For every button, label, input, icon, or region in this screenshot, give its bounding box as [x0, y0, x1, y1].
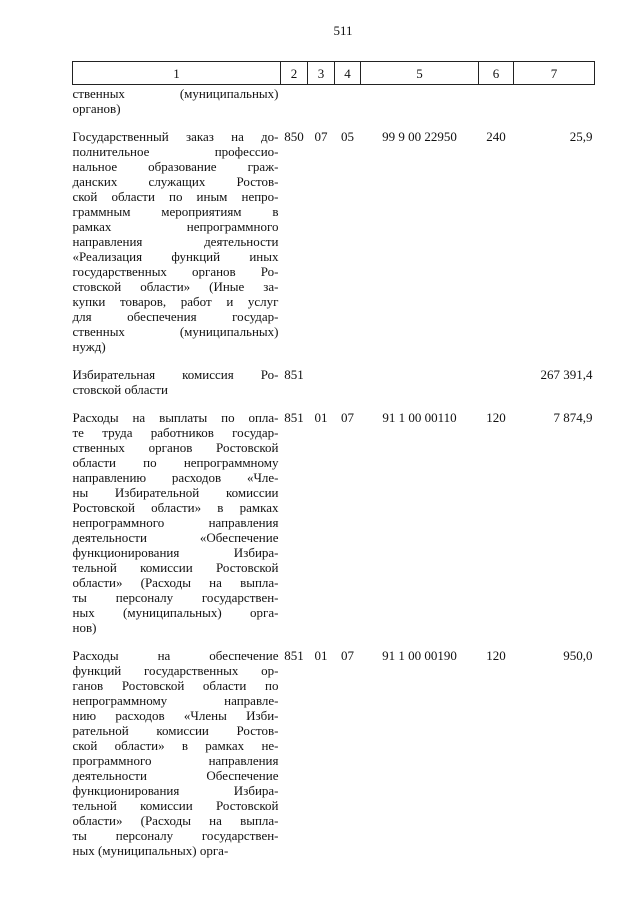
target-article-code [361, 367, 479, 397]
description-line: купки товаров, работ и услуг [72, 294, 279, 309]
column-header: 3 [308, 62, 335, 85]
description-line: нальное образование граж- [72, 159, 279, 174]
section-code: 01 [314, 410, 328, 425]
target-article-code: 91 1 00 00110 [382, 410, 457, 425]
row-description [73, 85, 281, 117]
row-description [73, 129, 281, 354]
amount-value [514, 85, 595, 117]
description-line: ственных (муниципальных) [72, 86, 279, 101]
description-line: ных (муниципальных) орга- [72, 605, 279, 620]
description-line: направлению расходов «Чле- [72, 470, 279, 485]
subsection-code [335, 367, 361, 397]
table-row [73, 367, 595, 397]
expense-type-code: 120 [486, 410, 506, 425]
description-line: ской области по иным непро- [72, 189, 279, 204]
description-line: рамках непрограммного [72, 219, 279, 234]
table-header-row [73, 62, 595, 85]
amount-value: 267 391,4 [540, 367, 593, 382]
description-line: деятельности «Обеспечение [72, 530, 279, 545]
description-line: Расходы на обеспечение [72, 648, 279, 663]
subsection-code: 07 [341, 648, 354, 663]
description-line: ны Избирательной комиссии [72, 485, 279, 500]
description-line: области» (Расходы на выпла- [72, 813, 279, 828]
row-spacer [73, 354, 595, 367]
description-line: нию расходов «Члены Изби- [72, 708, 279, 723]
amount-value: 7 874,9 [553, 410, 593, 425]
subsection-code: 07 [341, 410, 354, 425]
column-header: 1 [73, 62, 281, 85]
description-line: Государственный заказ на до- [72, 129, 279, 144]
description-line: области по непрограммному [72, 455, 279, 470]
description-line: тельной комиссии Ростовской [72, 798, 279, 813]
description-line: полнительное профессио- [72, 144, 279, 159]
description-line: Расходы на выплаты по опла- [72, 410, 279, 425]
subsection-code: 05 [341, 129, 354, 144]
description-line: деятельности Обеспечение [72, 768, 279, 783]
description-line: «Реализация функций иных [72, 249, 279, 264]
description-line: функционирования Избира- [72, 783, 279, 798]
description-line: нужд) [72, 339, 106, 354]
row-spacer [73, 635, 595, 648]
description-line: ственных органов Ростовской [72, 440, 279, 455]
row-description [73, 410, 281, 635]
table-row [73, 85, 595, 117]
description-line: Ростовской области» в рамках [72, 500, 279, 515]
description-line: для обеспечения государ- [72, 309, 279, 324]
description-line: ской области» в рамках не- [72, 738, 279, 753]
column-header: 7 [514, 62, 595, 85]
description-line: функций государственных ор- [72, 663, 279, 678]
table-row [73, 129, 595, 354]
row-description [73, 648, 281, 858]
description-line: государственных органов Ро- [72, 264, 279, 279]
description-line: функционирования Избира- [72, 545, 279, 560]
ministry-code: 851 [284, 367, 304, 382]
section-code: 01 [314, 648, 328, 663]
description-line: стовской области» (Иные за- [72, 279, 279, 294]
description-line: ственных (муниципальных) [72, 324, 279, 339]
table-row [73, 410, 595, 635]
column-header: 4 [335, 62, 361, 85]
column-header: 6 [479, 62, 514, 85]
table-row [73, 648, 595, 858]
subsection-code [335, 85, 361, 117]
description-line: данских служащих Ростов- [72, 174, 279, 189]
ministry-code: 851 [284, 648, 304, 663]
description-line: те труда работников государ- [72, 425, 279, 440]
expense-type-code: 240 [486, 129, 506, 144]
amount-value: 950,0 [563, 648, 593, 663]
description-line: ганов Ростовской области по [72, 678, 279, 693]
description-line: ты персоналу государствен- [72, 590, 279, 605]
row-description [73, 367, 281, 397]
target-article-code [361, 85, 479, 117]
page-number: 511 [333, 23, 353, 38]
expense-type-code: 120 [486, 648, 506, 663]
row-spacer [73, 116, 595, 129]
section-code: 07 [314, 129, 328, 144]
budget-table [72, 61, 595, 858]
description-line: стовской области [72, 382, 168, 397]
description-line: ных (муниципальных) орга- [72, 843, 229, 858]
description-line: Избирательная комиссия Ро- [72, 367, 279, 382]
description-line: рательной комиссии Ростов- [72, 723, 279, 738]
section-code [308, 367, 335, 397]
ministry-code: 851 [284, 410, 304, 425]
ministry-code: 850 [284, 129, 304, 144]
description-line: непрограммного направления [72, 515, 279, 530]
row-spacer [73, 397, 595, 410]
ministry-code [281, 85, 308, 117]
column-header: 5 [361, 62, 479, 85]
expense-type-code [479, 85, 514, 117]
description-line: нов) [72, 620, 97, 635]
description-line: тельной комиссии Ростовской [72, 560, 279, 575]
amount-value: 25,9 [569, 129, 593, 144]
description-line: области» (Расходы на выпла- [72, 575, 279, 590]
description-line: органов) [72, 101, 121, 116]
column-header: 2 [281, 62, 308, 85]
description-line: непрограммному направле- [72, 693, 279, 708]
description-line: ты персоналу государствен- [72, 828, 279, 843]
description-line: направления деятельности [72, 234, 279, 249]
description-line: программного направления [72, 753, 279, 768]
target-article-code: 91 1 00 00190 [382, 648, 457, 663]
section-code [308, 85, 335, 117]
description-line: граммным мероприятиям в [72, 204, 279, 219]
expense-type-code [479, 367, 514, 397]
target-article-code: 99 9 00 22950 [382, 129, 457, 144]
